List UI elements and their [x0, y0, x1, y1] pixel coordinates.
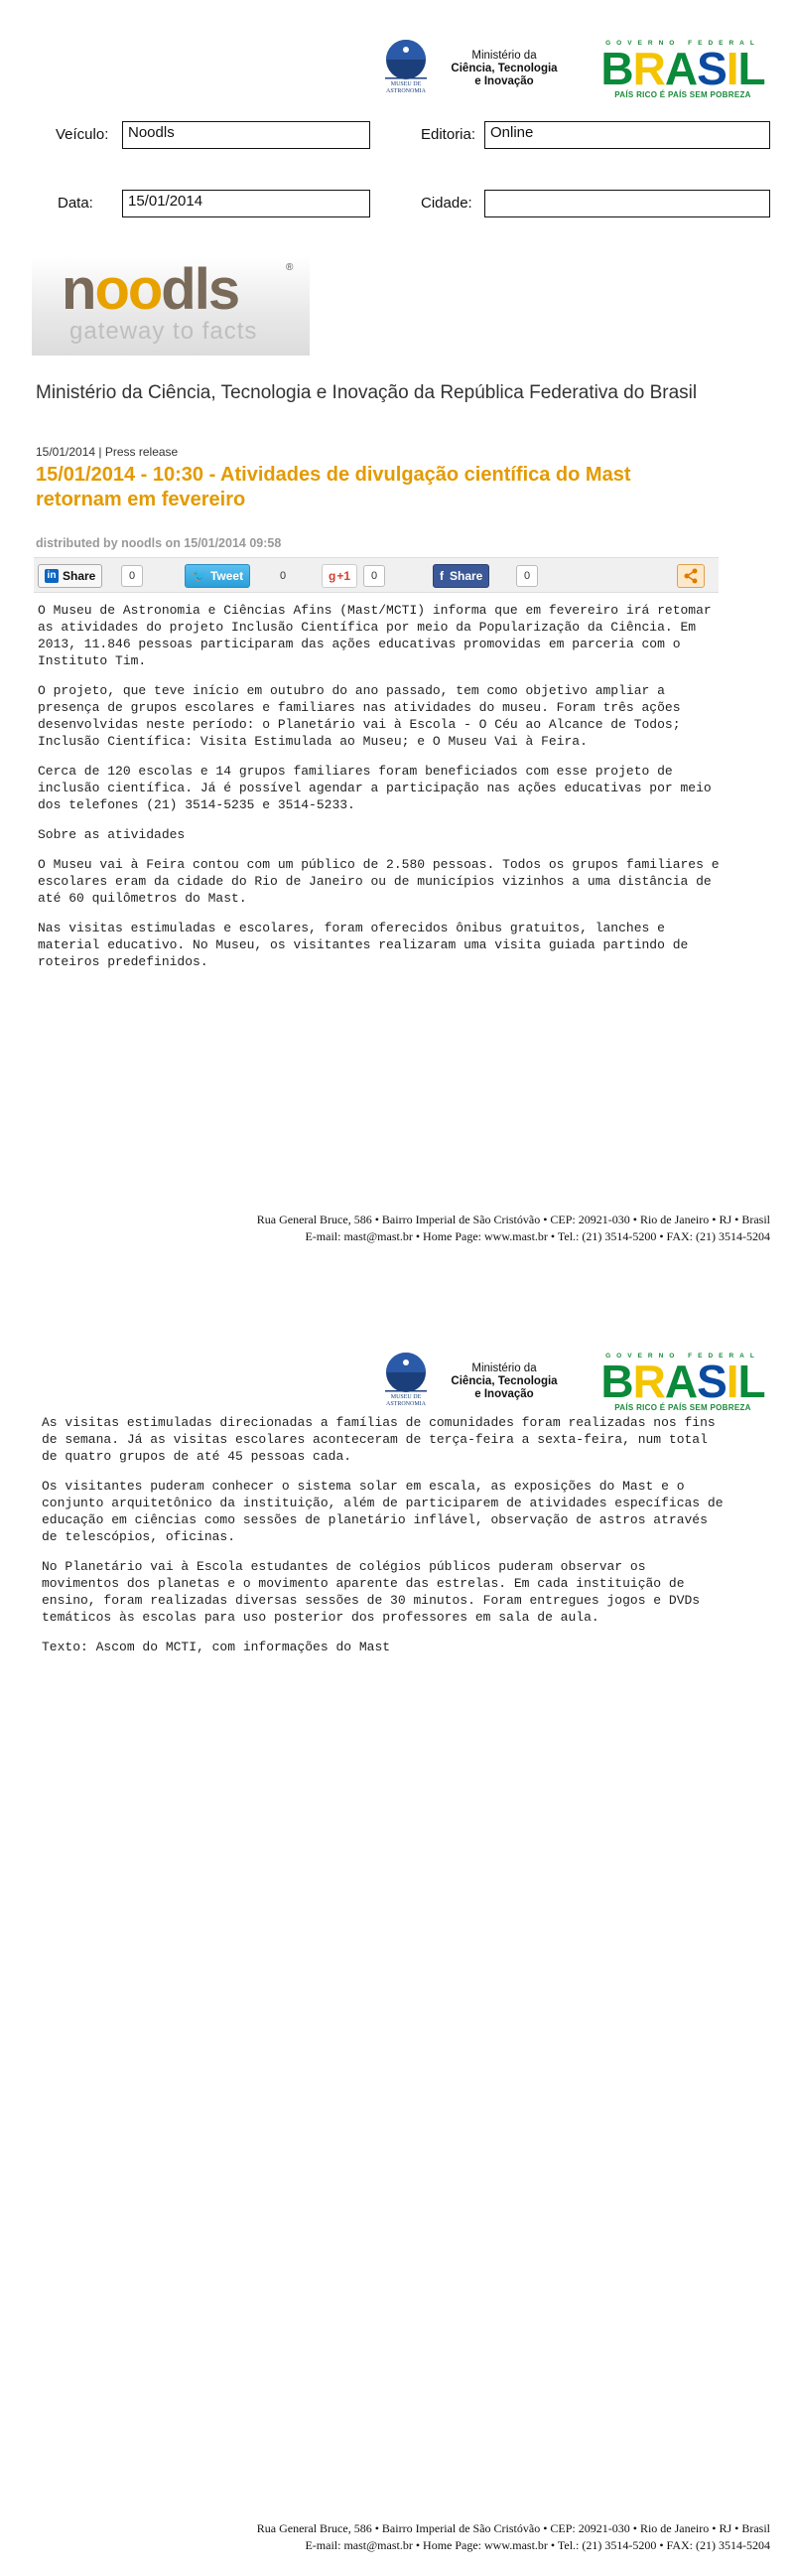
- article-headline[interactable]: 15/01/2014 - 10:30 - Atividades de divulgação científica do Mast retornam em fevereiro: [36, 464, 631, 510]
- cidade-field[interactable]: [484, 190, 770, 217]
- noodls-logo: noodls: [62, 257, 239, 322]
- veiculo-label: Veículo:: [56, 126, 109, 143]
- page1-footer: Rua General Bruce, 586 • Bairro Imperial de São Cristóvão • CEP: 20921-030 • Rio de Janeiro • RJ • Brasil E-mail: mast@mast.br • Home Page: www.mast.br • Tel.: (21) 3514-5200 • FAX: (21) 3514-5204: [256, 1213, 770, 1243]
- registered-icon: ®: [286, 262, 294, 273]
- data-field[interactable]: 15/01/2014: [122, 190, 370, 217]
- data-label: Data:: [58, 195, 93, 212]
- article-body-page1: [38, 602, 723, 983]
- editoria-label: Editoria:: [421, 126, 476, 143]
- linkedin-icon: in: [45, 569, 59, 583]
- section-heading: Sobre as atividades: [38, 827, 186, 842]
- svg-text:ASTRONOMIA: ASTRONOMIA: [385, 1401, 427, 1407]
- tweet-button[interactable]: 🐦 Tweet: [185, 564, 250, 588]
- paragraph: Os visitantes puderam conhecer o sistema solar em escala, as exposições do Mast e o conjunto arquitetônico da instituição, além de participarem de atividades específicas de educação em ciências como sessões de planetário inflável, observação de astros através de telescópios, oficinas.: [42, 1479, 724, 1544]
- twitter-icon: 🐦: [192, 569, 206, 583]
- mast-logo-icon: [375, 36, 437, 97]
- facebook-count: 0: [516, 565, 538, 587]
- paragraph: No Planetário vai à Escola estudantes de colégios públicos puderam observar os movimentos dos planetas e o movimento aparente das estrelas. Em cada instituição de ensino, foram realizadas diversas sessões de 30 minutos. Foram entregues jogos e DVDs temáticos às escolas para uso posterior dos professores em sala de aula.: [42, 1559, 701, 1625]
- article-meta: 15/01/2014 | Press release: [36, 445, 179, 459]
- governo-federal-logo: GOVERNO FEDERAL BRASIL PAÍS RICO É PAÍS SEM POBREZA: [596, 40, 770, 99]
- paragraph: O Museu de Astronomia e Ciências Afins (Mast/MCTI) informa que em fevereiro irá retomar as atividades do projeto Inclusão Científica por meio da Popularização da Ciência. Em 2013, 11.846 pessoas participaram das ações educativas promovidas em parceria com o Instituto Tim.: [38, 603, 712, 668]
- linkedin-count: 0: [121, 565, 143, 587]
- governo-federal-logo: GOVERNO FEDERAL BRASIL PAÍS RICO É PAÍS SEM POBREZA: [596, 1353, 770, 1412]
- paragraph: Nas visitas estimuladas e escolares, foram oferecidos ônibus gratuitos, lanches e material educativo. No Museu, os visitantes realizaram uma visita guiada partindo de roteiros predefinidos.: [38, 921, 689, 969]
- svg-text:MUSEU DE: MUSEU DE: [390, 1394, 422, 1400]
- noodls-tagline: gateway to facts: [69, 318, 258, 345]
- veiculo-field[interactable]: Noodls: [122, 121, 370, 149]
- paragraph: As visitas estimuladas direcionadas a famílias de comunidades foram realizadas nos fins de semana. Já as visitas escolares aconteceram de terça-feira a sexta-feira, num total de quatro grupos de até 45 pessoas cada.: [42, 1415, 716, 1464]
- share-icon[interactable]: [677, 564, 705, 588]
- editoria-field[interactable]: Online: [484, 121, 770, 149]
- mcti-label: Ministério da Ciência, Tecnologia e Inovação: [451, 50, 558, 87]
- gplus-count: 0: [363, 565, 385, 587]
- svg-text:MUSEU DE: MUSEU DE: [390, 81, 422, 87]
- share-bar: [34, 557, 719, 593]
- page2-footer: Rua General Bruce, 586 • Bairro Imperial de São Cristóvão • CEP: 20921-030 • Rio de Janeiro • RJ • Brasil E-mail: mast@mast.br • Home Page: www.mast.br • Tel.: (21) 3514-5200 • FAX: (21) 3514-5204: [256, 2521, 770, 2552]
- brasil-wordmark: BRASIL: [600, 43, 765, 94]
- credits: Texto: Ascom do MCTI, com informações do Mast: [42, 1640, 391, 1654]
- mast-logo-icon: [375, 1349, 437, 1410]
- noodls-banner: [32, 256, 310, 356]
- facebook-share-button[interactable]: f Share: [433, 564, 489, 588]
- paragraph: O Museu vai à Feira contou com um público de 2.580 pessoas. Todos os grupos familiares e escolares eram da cidade do Rio de Janeiro ou de municípios vizinhos a uma distância de até 60 quilômetros do Mast.: [38, 857, 720, 906]
- mcti-label: Ministério da Ciência, Tecnologia e Inovação: [451, 1362, 558, 1400]
- svg-text:ASTRONOMIA: ASTRONOMIA: [385, 88, 427, 94]
- brasil-wordmark: BRASIL: [600, 1356, 765, 1407]
- facebook-icon: f: [440, 569, 444, 583]
- paragraph: O projeto, que teve início em outubro do ano passado, tem como objetivo ampliar a presença de grupos escolares e familiares nas atividades do museu. Foram três ações desenvolvidas neste período: o Planetário vai à Escola - O Céu ao Alcance de Todos; Inclusão Científica: Visita Estimulada ao Museu; e O Museu Vai à Feira.: [38, 683, 681, 749]
- linkedin-share-button[interactable]: in Share: [38, 564, 102, 588]
- gplus-icon: g: [329, 569, 336, 583]
- cidade-label: Cidade:: [421, 195, 472, 212]
- article-body-page2: [42, 1414, 727, 1668]
- org-title: Ministério da Ciência, Tecnologia e Inovação da República Federativa do Brasil: [36, 382, 698, 403]
- paragraph: Cerca de 120 escolas e 14 grupos familiares foram beneficiados com esse projeto de inclusão científica. Já é possível agendar a participação nas ações educativas por meio dos telefones (21) 3514-5235 e 3514-5233.: [38, 764, 712, 812]
- distributed-by: distributed by noodls on 15/01/2014 09:58: [36, 536, 282, 550]
- page1-header: [0, 0, 794, 109]
- tweet-count: 0: [279, 570, 287, 582]
- gplus-button[interactable]: g +1: [322, 564, 357, 588]
